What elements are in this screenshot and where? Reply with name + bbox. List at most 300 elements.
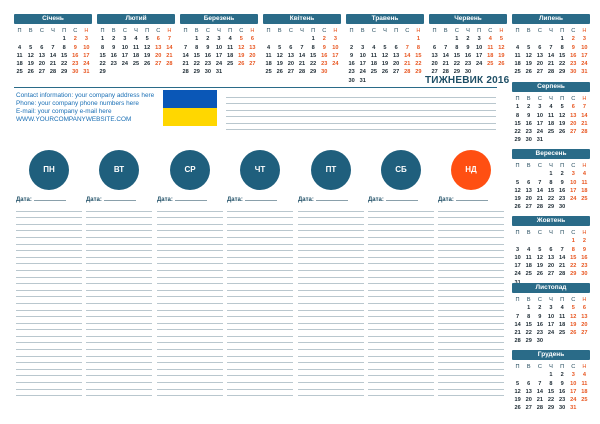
note-line[interactable]	[157, 291, 223, 298]
note-line[interactable]	[368, 337, 434, 344]
day-number: 30	[559, 204, 566, 211]
note-line[interactable]	[227, 363, 293, 370]
note-line[interactable]	[368, 284, 434, 291]
note-line[interactable]	[298, 363, 364, 370]
note-line[interactable]	[368, 245, 434, 252]
note-line[interactable]	[16, 337, 82, 344]
empty-day-cell	[379, 35, 390, 43]
day-number: 28	[536, 405, 543, 412]
day-number: 31	[359, 77, 366, 84]
day-number: 23	[536, 330, 543, 337]
note-line[interactable]	[227, 238, 293, 245]
day-number: 2	[73, 36, 77, 43]
note-line[interactable]	[298, 225, 364, 232]
day-note-lines	[298, 205, 364, 396]
note-line[interactable]	[298, 383, 364, 390]
note-line[interactable]	[438, 218, 504, 225]
note-line[interactable]	[16, 330, 82, 337]
note-line[interactable]	[227, 337, 293, 344]
note-line[interactable]	[16, 311, 82, 318]
day-number: 16	[536, 321, 543, 328]
note-line[interactable]	[157, 383, 223, 390]
note-line[interactable]	[16, 343, 82, 350]
flag-yellow-stripe	[163, 108, 217, 126]
note-line[interactable]	[438, 370, 504, 377]
note-line[interactable]	[227, 264, 293, 271]
note-line[interactable]	[16, 370, 82, 377]
note-line	[226, 124, 496, 131]
day-number: 5	[527, 44, 531, 51]
day-number: 20	[155, 52, 162, 59]
note-line[interactable]	[438, 212, 504, 219]
note-line[interactable]	[298, 212, 364, 219]
note-line[interactable]	[368, 258, 434, 265]
note-line[interactable]	[16, 212, 82, 219]
day-number: 24	[514, 271, 521, 278]
note-line[interactable]	[157, 317, 223, 324]
note-line[interactable]	[16, 363, 82, 370]
weekday-header: П	[515, 297, 520, 303]
note-line[interactable]	[438, 337, 504, 344]
day-number: 7	[538, 380, 542, 387]
day-number: 6	[156, 36, 160, 43]
note-line[interactable]	[86, 271, 152, 278]
weekday-header: С	[156, 28, 161, 34]
weekday-header: Ч	[549, 297, 553, 303]
note-line[interactable]	[298, 245, 364, 252]
note-line[interactable]	[227, 212, 293, 219]
note-line[interactable]	[16, 271, 82, 278]
note-line[interactable]	[16, 238, 82, 245]
note-line[interactable]	[438, 284, 504, 291]
weekday-header: В	[194, 28, 199, 34]
weekday-header: П	[560, 28, 565, 34]
note-line[interactable]	[368, 363, 434, 370]
day-number: 28	[49, 69, 57, 76]
note-line[interactable]	[368, 278, 434, 285]
note-line[interactable]	[86, 324, 152, 331]
note-line[interactable]	[368, 297, 434, 304]
note-line[interactable]	[368, 264, 434, 271]
day-number: 6	[527, 380, 531, 387]
note-line[interactable]	[86, 304, 152, 311]
note-line[interactable]	[16, 245, 82, 252]
note-line[interactable]	[86, 291, 152, 298]
weekday-header: Н	[582, 163, 587, 169]
note-line[interactable]	[298, 324, 364, 331]
note-line[interactable]	[227, 291, 293, 298]
note-line[interactable]	[86, 390, 152, 397]
date-label	[86, 197, 152, 203]
note-line[interactable]	[298, 357, 364, 364]
weekday-header: С	[39, 28, 44, 34]
note-line[interactable]	[157, 376, 223, 383]
day-number: 25	[227, 61, 234, 68]
note-line[interactable]	[16, 376, 82, 383]
note-line[interactable]	[157, 271, 223, 278]
note-line[interactable]	[368, 383, 434, 390]
note-line[interactable]	[368, 291, 434, 298]
note-line[interactable]	[298, 350, 364, 357]
note-line[interactable]	[368, 317, 434, 324]
day-number: 11	[548, 112, 554, 119]
note-line[interactable]	[157, 311, 223, 318]
date-input-line[interactable]	[386, 200, 418, 201]
note-line[interactable]	[298, 311, 364, 318]
empty-day-cell	[357, 35, 368, 43]
note-line[interactable]	[157, 212, 223, 219]
note-line[interactable]	[86, 376, 152, 383]
note-line[interactable]	[16, 225, 82, 232]
day-number: 5	[516, 179, 520, 186]
day-number: 5	[383, 44, 387, 51]
note-line[interactable]	[86, 278, 152, 285]
note-line[interactable]	[368, 225, 434, 232]
note-line[interactable]	[86, 284, 152, 291]
note-line[interactable]	[16, 284, 82, 291]
note-line[interactable]	[157, 330, 223, 337]
note-line[interactable]	[438, 311, 504, 318]
note-line[interactable]	[86, 212, 152, 219]
note-line[interactable]	[227, 343, 293, 350]
weekday-header: С	[405, 28, 410, 34]
note-line[interactable]	[298, 278, 364, 285]
day-column	[438, 150, 504, 396]
day-number: 21	[442, 61, 449, 68]
note-line[interactable]	[298, 343, 364, 350]
day-number: 27	[287, 69, 294, 76]
note-line[interactable]	[86, 343, 152, 350]
note-line[interactable]	[298, 284, 364, 291]
date-label-text: Дата:	[298, 197, 314, 203]
note-line[interactable]	[368, 357, 434, 364]
note-line[interactable]	[298, 258, 364, 265]
note-line[interactable]	[157, 363, 223, 370]
day-number: 13	[525, 187, 532, 194]
note-line[interactable]	[368, 231, 434, 238]
note-line[interactable]	[227, 304, 293, 311]
day-number: 9	[538, 313, 542, 320]
note-line[interactable]	[298, 317, 364, 324]
flag-blue-stripe	[163, 90, 217, 108]
note-line[interactable]	[86, 205, 152, 212]
note-line[interactable]	[86, 363, 152, 370]
day-circle: ПТ	[311, 150, 351, 190]
note-line[interactable]	[86, 330, 152, 337]
note-line[interactable]	[368, 330, 434, 337]
note-line[interactable]	[157, 343, 223, 350]
note-line[interactable]	[86, 218, 152, 225]
note-line[interactable]	[298, 337, 364, 344]
day-number: 11	[370, 52, 377, 59]
note-line[interactable]	[438, 291, 504, 298]
note-line[interactable]	[227, 324, 293, 331]
day-number: 2	[538, 305, 542, 312]
note-line[interactable]	[157, 304, 223, 311]
month-name: Січень	[14, 14, 92, 24]
day-number: 20	[38, 61, 45, 68]
day-number: 15	[570, 254, 577, 261]
note-line[interactable]	[298, 330, 364, 337]
day-number: 27	[547, 271, 555, 278]
note-line[interactable]	[227, 258, 293, 265]
note-line[interactable]	[438, 278, 504, 285]
note-line[interactable]	[86, 297, 152, 304]
empty-day-cell	[402, 35, 413, 43]
note-line[interactable]	[157, 357, 223, 364]
note-line[interactable]	[438, 264, 504, 271]
day-number: 15	[547, 388, 555, 395]
day-number: 1	[571, 238, 575, 245]
note-line[interactable]	[227, 330, 293, 337]
note-line[interactable]	[298, 370, 364, 377]
note-line[interactable]	[227, 278, 293, 285]
day-number: 17	[547, 321, 555, 328]
note-line[interactable]	[86, 337, 152, 344]
empty-day-cell	[545, 35, 556, 43]
note-line[interactable]	[227, 297, 293, 304]
day-number: 18	[265, 61, 272, 68]
note-line[interactable]	[86, 245, 152, 252]
day-number: 8	[571, 246, 575, 253]
day-number: 16	[581, 254, 588, 261]
note-line[interactable]	[227, 357, 293, 364]
note-line[interactable]	[227, 317, 293, 324]
note-line[interactable]	[368, 311, 434, 318]
note-line[interactable]	[157, 370, 223, 377]
note-line[interactable]	[227, 284, 293, 291]
note-line[interactable]	[157, 225, 223, 232]
note-line[interactable]	[298, 238, 364, 245]
note-line[interactable]	[298, 264, 364, 271]
note-line[interactable]	[86, 383, 152, 390]
empty-day-cell	[512, 304, 523, 312]
note-line[interactable]	[86, 370, 152, 377]
day-number: 27	[155, 61, 162, 68]
note-line[interactable]	[227, 218, 293, 225]
note-line[interactable]	[368, 304, 434, 311]
note-line[interactable]	[227, 376, 293, 383]
note-line[interactable]	[438, 330, 504, 337]
note-line[interactable]	[227, 225, 293, 232]
note-line[interactable]	[16, 297, 82, 304]
note-line[interactable]	[438, 350, 504, 357]
day-number: 24	[215, 61, 223, 68]
note-line[interactable]	[157, 238, 223, 245]
note-line[interactable]	[16, 264, 82, 271]
day-number: 6	[40, 44, 44, 51]
day-circle: СР	[170, 150, 210, 190]
note-line[interactable]	[438, 251, 504, 258]
note-line[interactable]	[86, 357, 152, 364]
day-number: 14	[547, 52, 555, 59]
note-line[interactable]	[227, 370, 293, 377]
note-line[interactable]	[298, 251, 364, 258]
note-line[interactable]	[298, 291, 364, 298]
note-line[interactable]	[16, 205, 82, 212]
note-line[interactable]	[157, 297, 223, 304]
note-line[interactable]	[438, 390, 504, 397]
day-number: 28	[442, 69, 449, 76]
date-input-line[interactable]	[316, 200, 348, 201]
day-number: 13	[393, 52, 400, 59]
day-number: 17	[121, 52, 128, 59]
note-line[interactable]	[157, 337, 223, 344]
note-line[interactable]	[368, 376, 434, 383]
note-line[interactable]	[16, 304, 82, 311]
note-line[interactable]	[227, 205, 293, 212]
day-number: 25	[132, 61, 140, 68]
day-number: 20	[525, 397, 532, 404]
date-input-line[interactable]	[175, 200, 207, 201]
date-input-line[interactable]	[104, 200, 136, 201]
note-line[interactable]	[86, 238, 152, 245]
note-line[interactable]	[298, 376, 364, 383]
note-line[interactable]	[157, 205, 223, 212]
note-line[interactable]	[16, 218, 82, 225]
day-number: 26	[276, 69, 283, 76]
note-line[interactable]	[298, 304, 364, 311]
weekday-header: Ч	[549, 230, 553, 236]
note-line[interactable]	[157, 390, 223, 397]
note-line[interactable]	[16, 317, 82, 324]
day-number: 17	[215, 52, 223, 59]
date-input-line[interactable]	[34, 200, 66, 201]
note-line[interactable]	[368, 271, 434, 278]
day-number: 6	[433, 44, 437, 51]
note-line[interactable]	[438, 383, 504, 390]
day-number: 28	[166, 61, 173, 68]
note-line[interactable]	[368, 350, 434, 357]
note-line[interactable]	[86, 350, 152, 357]
note-line[interactable]	[227, 245, 293, 252]
date-input-line[interactable]	[456, 200, 488, 201]
note-line[interactable]	[157, 284, 223, 291]
note-line[interactable]	[368, 370, 434, 377]
date-input-line[interactable]	[245, 200, 277, 201]
note-line[interactable]	[16, 278, 82, 285]
day-number: 20	[570, 120, 577, 127]
day-number: 3	[549, 305, 553, 312]
note-line[interactable]	[157, 278, 223, 285]
day-number: 4	[582, 372, 586, 379]
note-line[interactable]	[438, 343, 504, 350]
note-line[interactable]	[157, 350, 223, 357]
note-line[interactable]	[368, 205, 434, 212]
note-line[interactable]	[438, 258, 504, 265]
day-number: 19	[238, 52, 245, 59]
note-line[interactable]	[16, 258, 82, 265]
note-line[interactable]	[298, 297, 364, 304]
day-number: 12	[559, 112, 566, 119]
note-line[interactable]	[368, 238, 434, 245]
note-line[interactable]	[157, 231, 223, 238]
note-line[interactable]	[16, 251, 82, 258]
note-line[interactable]	[438, 357, 504, 364]
date-label-text: Дата:	[368, 197, 384, 203]
note-line[interactable]	[368, 218, 434, 225]
note-line[interactable]	[298, 390, 364, 397]
note-line[interactable]	[298, 218, 364, 225]
note-line[interactable]	[368, 324, 434, 331]
note-line[interactable]	[86, 225, 152, 232]
note-line[interactable]	[86, 317, 152, 324]
day-number: 13	[525, 388, 532, 395]
month-name: Травень	[346, 14, 424, 24]
note-line[interactable]	[16, 350, 82, 357]
note-line[interactable]	[227, 271, 293, 278]
note-line[interactable]	[438, 231, 504, 238]
note-line[interactable]	[86, 264, 152, 271]
day-number: 4	[527, 246, 531, 253]
note-line[interactable]	[438, 245, 504, 252]
note-line[interactable]	[86, 231, 152, 238]
note-line[interactable]	[16, 324, 82, 331]
note-line[interactable]	[438, 225, 504, 232]
note-line[interactable]	[16, 231, 82, 238]
note-line[interactable]	[86, 251, 152, 258]
note-line[interactable]	[368, 251, 434, 258]
weekday-header: С	[571, 364, 576, 370]
day-number: 26	[525, 69, 532, 76]
day-number: 12	[381, 52, 389, 59]
note-line[interactable]	[227, 251, 293, 258]
note-line[interactable]	[86, 258, 152, 265]
note-line[interactable]	[227, 390, 293, 397]
note-line[interactable]	[157, 324, 223, 331]
note-line[interactable]	[157, 258, 223, 265]
note-line[interactable]	[157, 264, 223, 271]
note-line[interactable]	[157, 251, 223, 258]
note-line[interactable]	[438, 238, 504, 245]
day-number: 8	[516, 112, 520, 119]
note-line[interactable]	[438, 304, 504, 311]
note-line[interactable]	[368, 212, 434, 219]
note-line[interactable]	[438, 205, 504, 212]
note-line[interactable]	[298, 231, 364, 238]
note-line[interactable]	[438, 271, 504, 278]
weekday-header: П	[432, 28, 437, 34]
day-number: 26	[536, 271, 543, 278]
contact-website: WWW.YOURCOMPANYWEBSITE.COM	[16, 116, 132, 123]
day-note-lines	[438, 205, 504, 396]
note-line[interactable]	[86, 311, 152, 318]
note-line[interactable]	[298, 205, 364, 212]
note-line[interactable]	[227, 311, 293, 318]
month-name: Червень	[429, 14, 507, 24]
day-number: 25	[487, 61, 494, 68]
day-number: 16	[348, 61, 355, 68]
note-line[interactable]	[438, 297, 504, 304]
note-line[interactable]	[298, 271, 364, 278]
note-line[interactable]	[16, 390, 82, 397]
note-line[interactable]	[157, 218, 223, 225]
note-line[interactable]	[438, 363, 504, 370]
day-number: 4	[549, 104, 553, 111]
note-line[interactable]	[438, 324, 504, 331]
note-line[interactable]	[368, 343, 434, 350]
note-line[interactable]	[227, 383, 293, 390]
note-line[interactable]	[368, 390, 434, 397]
note-line[interactable]	[16, 383, 82, 390]
note-line[interactable]	[438, 376, 504, 383]
note-line[interactable]	[16, 357, 82, 364]
note-line[interactable]	[438, 317, 504, 324]
note-line[interactable]	[227, 350, 293, 357]
note-line[interactable]	[227, 231, 293, 238]
note-line[interactable]	[157, 245, 223, 252]
note-line[interactable]	[16, 291, 82, 298]
